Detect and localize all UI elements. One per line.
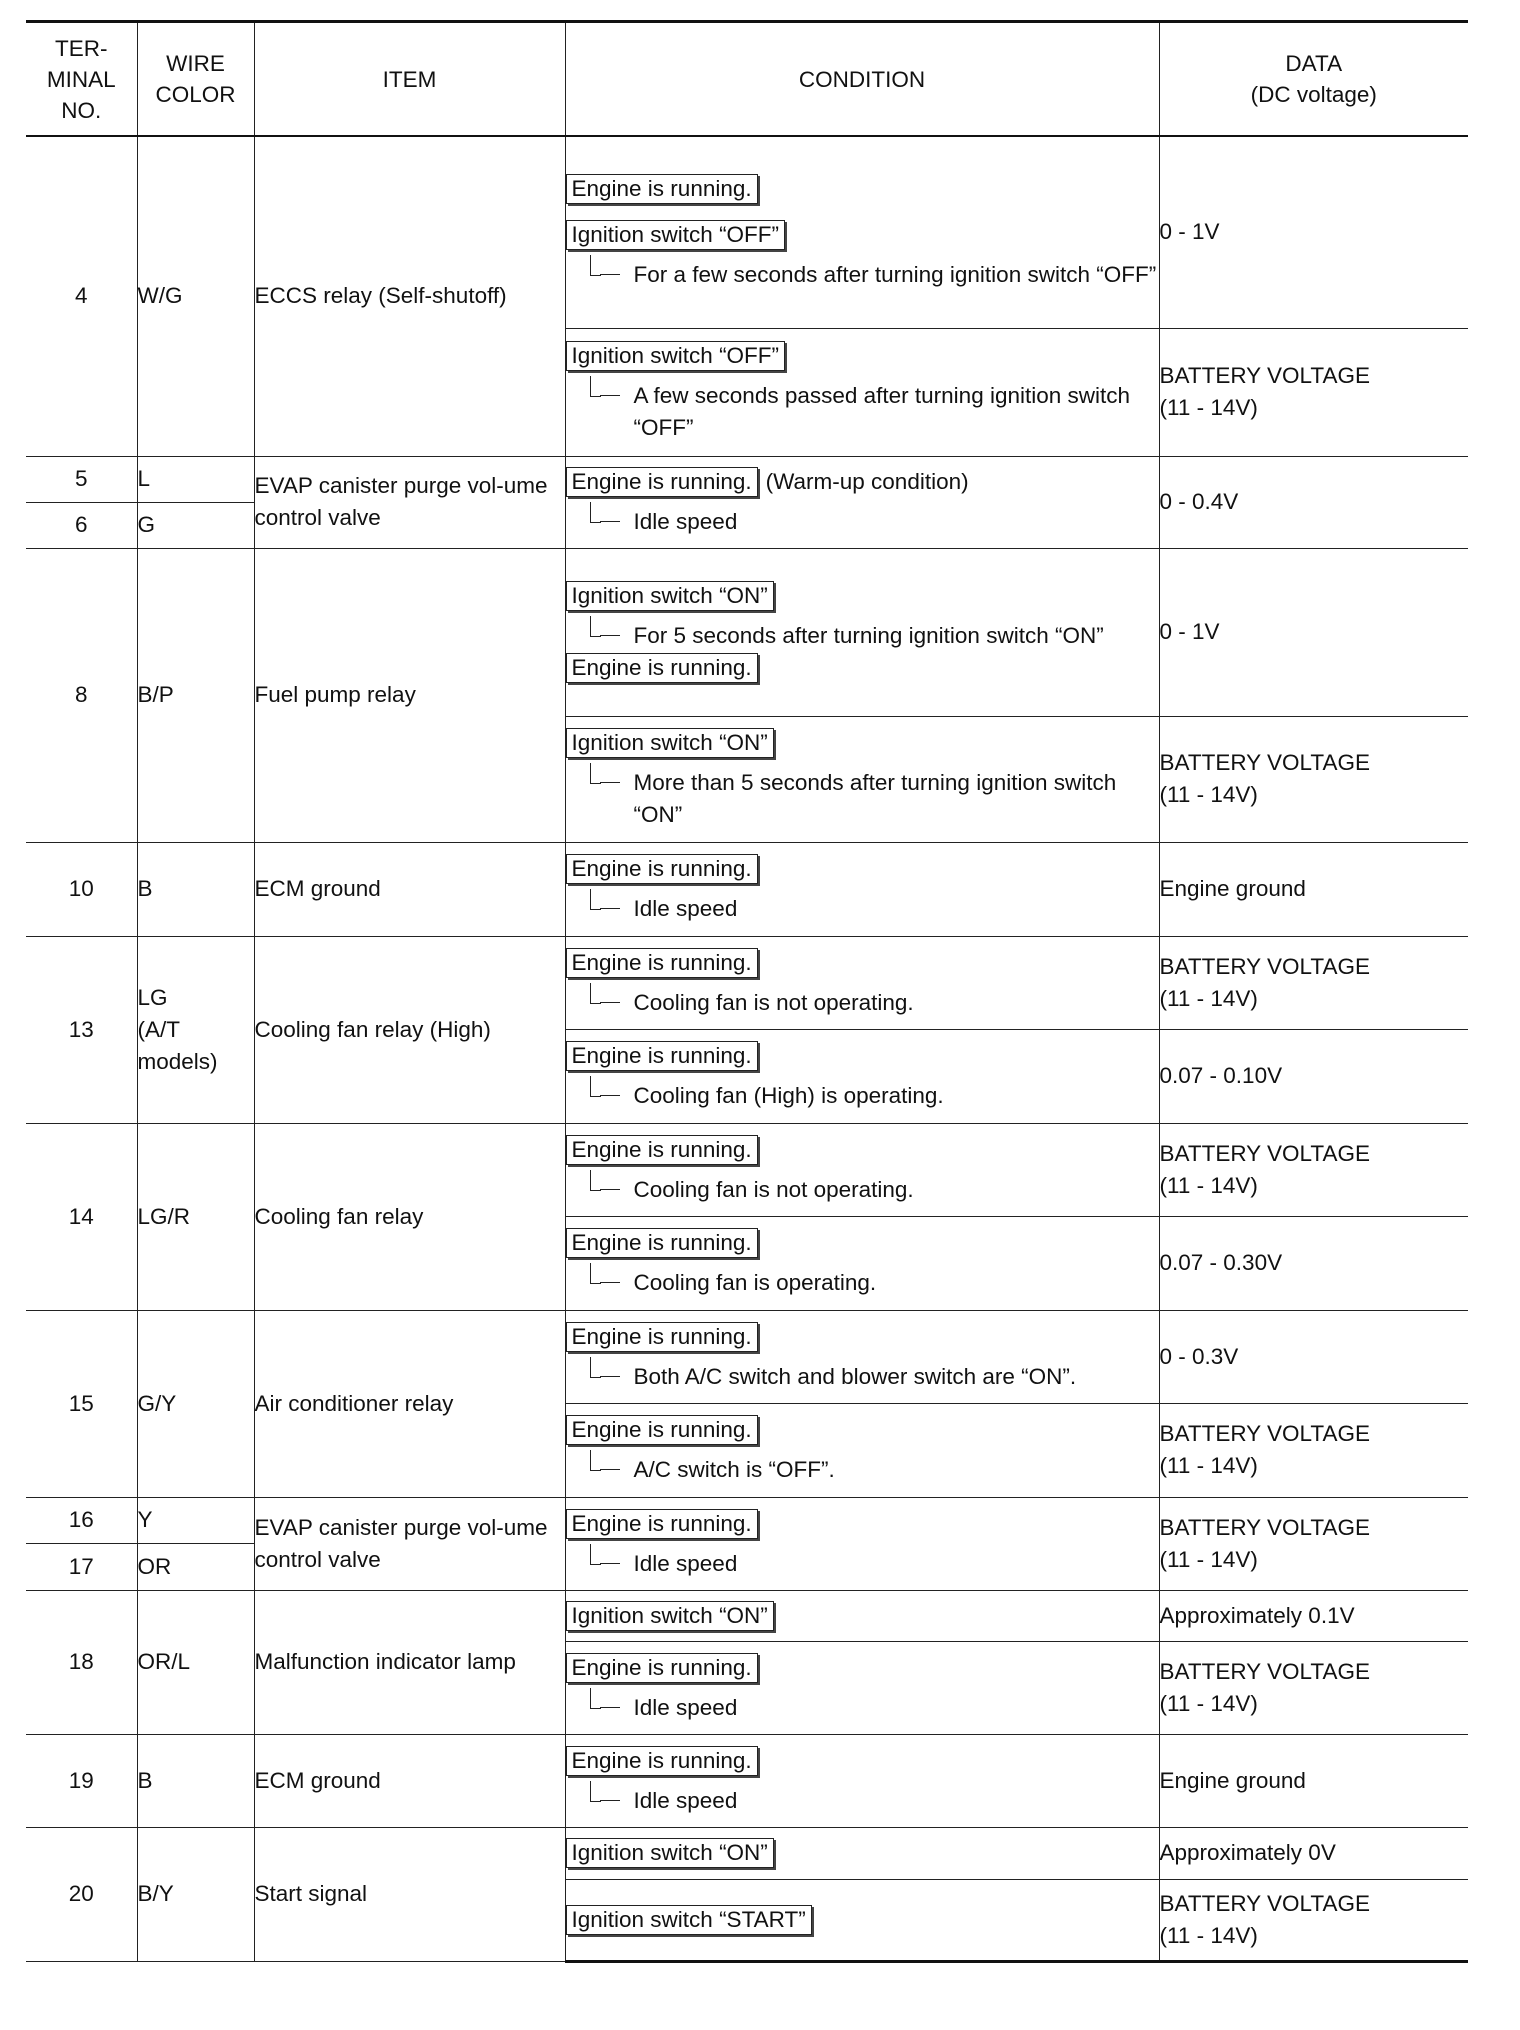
data-line: (11 - 14V) — [1159, 395, 1258, 420]
header-wire-color — [137, 22, 254, 137]
condition-sub: Cooling fan is not operating. — [566, 987, 1159, 1019]
wire-color-cell: Y — [137, 1497, 254, 1543]
condition-sub: Idle speed — [566, 1692, 1159, 1724]
wire-line: LG — [137, 984, 168, 1010]
wire-color-cell: B — [137, 842, 254, 936]
wire-color-cell: W/G — [137, 136, 254, 456]
condition-sub: Cooling fan is not operating. — [566, 1174, 1159, 1206]
condition-cell — [565, 136, 1159, 328]
data-line: (11 - 14V) — [1159, 1172, 1258, 1198]
condition-cell — [565, 1216, 1159, 1310]
data-cell: 0 - 1V — [1159, 548, 1468, 716]
table-row — [26, 1123, 1468, 1216]
data-cell — [1159, 1123, 1468, 1216]
condition-box: Ignition switch “START” — [566, 1905, 812, 1935]
data-line: BATTERY VOLTAGE — [1159, 363, 1370, 388]
table-row — [26, 936, 1468, 1029]
table-row — [26, 1310, 1468, 1403]
header-condition: CONDITION — [565, 22, 1159, 137]
header-terminal-line: TER- — [55, 35, 108, 61]
wire-line: (A/T — [137, 1016, 180, 1042]
item-cell: Start signal — [254, 1827, 565, 1961]
condition-box: Engine is running. — [566, 1228, 758, 1258]
terminal-cell: 17 — [26, 1543, 137, 1590]
condition-cell — [565, 1123, 1159, 1216]
table-row — [26, 1590, 1468, 1641]
data-cell — [1159, 936, 1468, 1029]
condition-sub: Cooling fan is operating. — [566, 1267, 1159, 1299]
wire-line: models) — [137, 1048, 218, 1074]
data-cell — [1159, 1879, 1468, 1961]
data-line: (11 - 14V) — [1159, 1453, 1258, 1478]
condition-box: Ignition switch “ON” — [566, 728, 774, 758]
item-cell: EVAP canister purge vol-ume control valve — [254, 456, 565, 548]
condition-box: Engine is running. — [566, 1322, 758, 1352]
item-cell: ECCS relay (Self-shutoff) — [254, 136, 565, 456]
condition-box: Engine is running. — [566, 1653, 758, 1683]
condition-sub: Idle speed — [566, 893, 1159, 925]
data-cell: 0 - 1V — [1159, 136, 1468, 328]
data-line: (11 - 14V) — [1159, 782, 1258, 807]
wire-color-cell: OR — [137, 1543, 254, 1590]
condition-box: Ignition switch “OFF” — [566, 220, 786, 250]
item-cell: Cooling fan relay (High) — [254, 936, 565, 1123]
wire-color-cell: B — [137, 1734, 254, 1827]
terminal-cell: 18 — [26, 1590, 137, 1734]
header-item: ITEM — [254, 22, 565, 137]
table-row — [26, 1497, 1468, 1543]
terminal-cell: 20 — [26, 1827, 137, 1961]
condition-cell — [565, 716, 1159, 842]
wire-color-cell: G/Y — [137, 1310, 254, 1497]
header-terminal — [26, 22, 137, 137]
wire-color-cell: B/P — [137, 548, 254, 842]
header-terminal-line: MINAL — [46, 66, 116, 92]
condition-cell — [565, 842, 1159, 936]
terminal-cell: 10 — [26, 842, 137, 936]
item-cell: Air conditioner relay — [254, 1310, 565, 1497]
data-cell — [1159, 328, 1468, 456]
condition-sub: More than 5 seconds after turning ignition switch “ON” — [566, 767, 1159, 831]
table-row — [26, 456, 1468, 502]
condition-sub: For a few seconds after turning ignition switch “OFF” — [566, 259, 1159, 291]
data-line: (11 - 14V) — [1159, 985, 1258, 1011]
condition-sub: Idle speed — [566, 1548, 1159, 1580]
condition-cell — [565, 1827, 1159, 1879]
data-cell: Engine ground — [1159, 1734, 1468, 1827]
condition-cell — [565, 1310, 1159, 1403]
condition-sub: Idle speed — [566, 506, 1159, 538]
header-row — [26, 22, 1468, 137]
data-line: BATTERY VOLTAGE — [1159, 1890, 1370, 1916]
condition-box: Engine is running. — [566, 1135, 758, 1165]
data-line: BATTERY VOLTAGE — [1159, 1421, 1370, 1446]
data-line: BATTERY VOLTAGE — [1159, 1140, 1370, 1166]
terminal-cell: 16 — [26, 1497, 137, 1543]
condition-box: Engine is running. — [566, 1746, 758, 1776]
item-cell: Cooling fan relay — [254, 1123, 565, 1310]
condition-box: Engine is running. — [566, 1041, 758, 1071]
condition-sub: For 5 seconds after turning ignition switch “ON” — [566, 620, 1159, 652]
data-cell — [1159, 1403, 1468, 1497]
wire-color-cell: G — [137, 502, 254, 548]
terminal-cell: 13 — [26, 936, 137, 1123]
condition-cell — [565, 548, 1159, 716]
condition-box: Ignition switch “OFF” — [566, 341, 786, 371]
condition-sub: A/C switch is “OFF”. — [566, 1454, 1159, 1486]
header-wire-line: COLOR — [155, 82, 236, 107]
condition-box: Ignition switch “ON” — [566, 1601, 774, 1631]
terminal-data-table — [26, 20, 1468, 1970]
condition-sub: A few seconds passed after turning ignition switch “OFF” — [566, 380, 1159, 444]
table-row — [26, 1734, 1468, 1827]
condition-cell — [565, 328, 1159, 456]
data-cell: Approximately 0.1V — [1159, 1590, 1468, 1641]
table-row — [26, 136, 1468, 328]
condition-cell — [565, 936, 1159, 1029]
condition-box: Engine is running. — [566, 1509, 758, 1539]
table-row — [26, 548, 1468, 716]
data-line: BATTERY VOLTAGE — [1159, 750, 1370, 775]
data-cell — [1159, 1641, 1468, 1734]
data-cell: 0 - 0.3V — [1159, 1310, 1468, 1403]
data-cell: 0.07 - 0.30V — [1159, 1216, 1468, 1310]
header-wire-line: WIRE — [166, 51, 225, 76]
data-line: (11 - 14V) — [1159, 1546, 1258, 1572]
condition-box: Ignition switch “ON” — [566, 1838, 774, 1868]
terminal-cell: 6 — [26, 502, 137, 548]
data-line: BATTERY VOLTAGE — [1159, 1658, 1370, 1684]
terminal-cell: 5 — [26, 456, 137, 502]
header-data — [1159, 22, 1468, 137]
condition-sub: Cooling fan (High) is operating. — [566, 1080, 1159, 1112]
condition-box: Engine is running. — [566, 854, 758, 884]
wire-color-cell: OR/L — [137, 1590, 254, 1734]
condition-cell — [565, 1029, 1159, 1123]
item-cell: ECM ground — [254, 842, 565, 936]
item-cell: Fuel pump relay — [254, 548, 565, 842]
terminal-cell: 19 — [26, 1734, 137, 1827]
data-cell — [1159, 716, 1468, 842]
condition-sub: Both A/C switch and blower switch are “ON”. — [566, 1361, 1159, 1393]
condition-cell — [565, 1497, 1159, 1590]
condition-box: Ignition switch “ON” — [566, 581, 774, 611]
header-data-line: (DC voltage) — [1250, 82, 1377, 107]
terminal-cell: 15 — [26, 1310, 137, 1497]
table-row — [26, 842, 1468, 936]
terminal-cell: 4 — [26, 136, 137, 456]
data-cell: 0 - 0.4V — [1159, 456, 1468, 548]
item-cell: EVAP canister purge vol-ume control valve — [254, 1497, 565, 1590]
data-line: BATTERY VOLTAGE — [1159, 953, 1370, 979]
condition-cell — [565, 1403, 1159, 1497]
condition-box: Engine is running. — [566, 174, 758, 204]
item-cell: Malfunction indicator lamp — [254, 1590, 565, 1734]
terminal-cell: 14 — [26, 1123, 137, 1310]
wire-color-cell: B/Y — [137, 1827, 254, 1961]
condition-sub: Idle speed — [566, 1785, 1159, 1817]
data-line: (11 - 14V) — [1159, 1690, 1258, 1716]
terminal-cell: 8 — [26, 548, 137, 842]
condition-cell — [565, 1734, 1159, 1827]
header-terminal-line: NO. — [61, 97, 102, 123]
condition-cell — [565, 1879, 1159, 1961]
data-cell: Engine ground — [1159, 842, 1468, 936]
condition-cell — [565, 1590, 1159, 1641]
table-row — [26, 1827, 1468, 1879]
condition-cell — [565, 456, 1159, 548]
condition-box: Engine is running. — [566, 653, 758, 683]
data-line: BATTERY VOLTAGE — [1159, 1514, 1370, 1540]
data-cell: 0.07 - 0.10V — [1159, 1029, 1468, 1123]
data-line: (11 - 14V) — [1159, 1922, 1258, 1948]
condition-cell — [565, 1641, 1159, 1734]
condition-box: Engine is running. — [566, 467, 758, 497]
data-cell: Approximately 0V — [1159, 1827, 1468, 1879]
data-cell — [1159, 1497, 1468, 1590]
wire-color-cell: L — [137, 456, 254, 502]
ecm-terminals-table — [26, 20, 1468, 1963]
header-data-line: DATA — [1285, 51, 1343, 76]
wire-color-cell — [137, 936, 254, 1123]
condition-box: Engine is running. — [566, 948, 758, 978]
condition-note: (Warm-up condition) — [765, 469, 969, 494]
condition-box: Engine is running. — [566, 1415, 758, 1445]
wire-color-cell: LG/R — [137, 1123, 254, 1310]
item-cell: ECM ground — [254, 1734, 565, 1827]
